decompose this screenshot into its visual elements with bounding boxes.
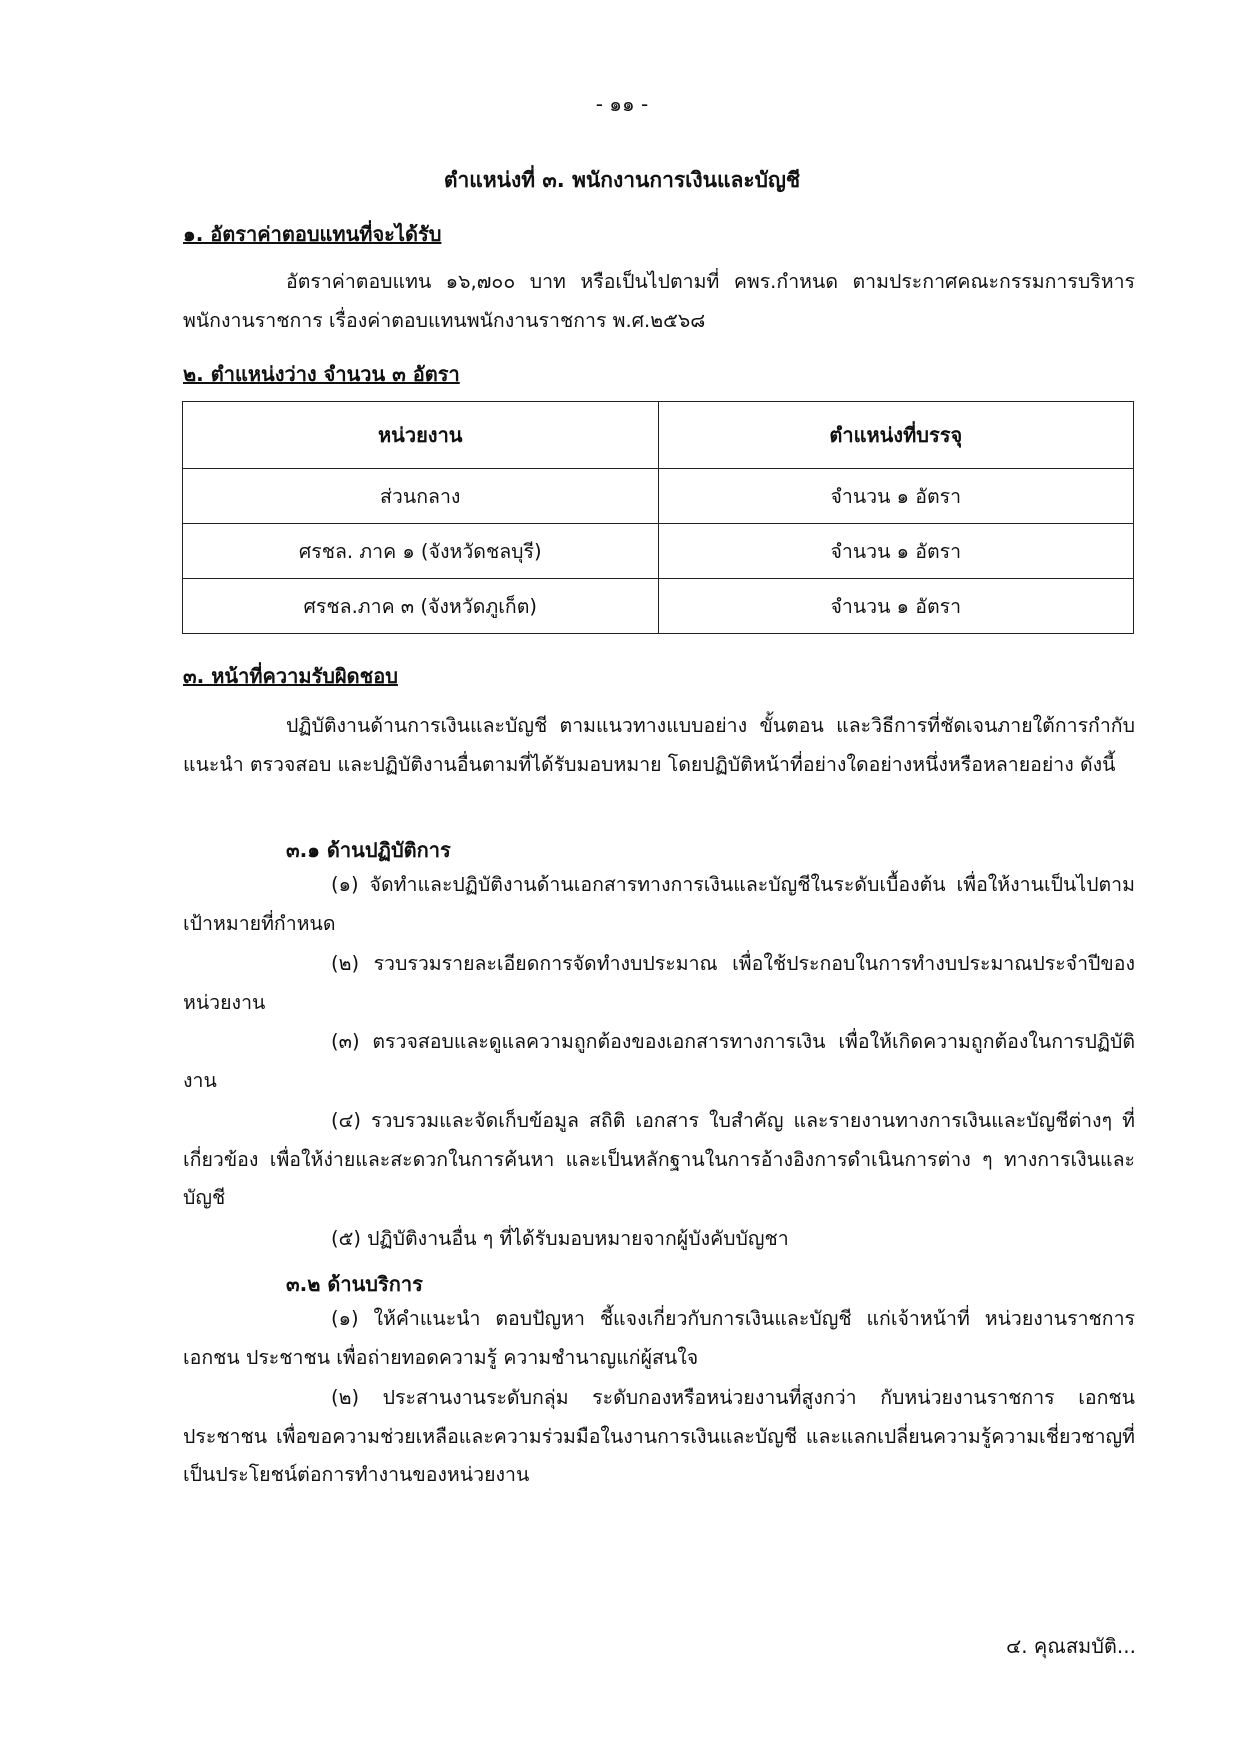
table-header-positions: ตำแหน่งที่บรรจุ [658, 402, 1134, 469]
section3-intro: ปฏิบัติงานด้านการเงินและบัญชี ตามแนวทางแบบอย่าง ขั้นตอน และวิธีการที่ชัดเจนภายใต้การกำกับ แนะนำ ตรวจสอบ และปฏิบัติงานอื่นตามที่ได้รับมอบหมาย โดยปฏิบัติหน้าที่อย่างใดอย่างหนึ่งหรือหลายอย่าง ดังนี้ [183, 714, 1135, 776]
operations-item-3: (๓) ตรวจสอบและดูแลความถูกต้องของเอกสารทางการเงิน เพื่อให้เกิดความถูกต้องในการปฏิบัติงาน [183, 1030, 1135, 1092]
section1-heading: ๑. อัตราค่าตอบแทนที่จะได้รับ [183, 222, 442, 246]
operations-item-4: (๔) รวบรวมและจัดเก็บข้อมูล สถิติ เอกสาร ใบสำคัญ และรายงานทางการเงินและบัญชีต่างๆ ที่เกี่ยวข้อง เพื่อให้ง่ายและสะดวกในการค้นหา และเป็นหลักฐานในการอ้างอิงการดำเนินการต่าง ๆ ทางการเงินและบัญชี [183, 1109, 1135, 1209]
table-row [183, 579, 1134, 634]
table-cell-positions: จำนวน ๑ อัตรา [658, 579, 1134, 634]
table-cell-positions: จำนวน ๑ อัตรา [658, 469, 1134, 524]
page-number: - ๑๑ - [595, 92, 649, 116]
services-item-2: (๒) ประสานงานระดับกลุ่ม ระดับกองหรือหน่วยงานที่สูงกว่า กับหน่วยงานราชการ เอกชน ประชาชน เพื่อขอความช่วยเหลือและความร่วมมือในงานการเงินและบัญชี และแลกเปลี่ยนความรู้ความเชี่ยวชาญที่เป็นประโยชน์ต่อการทำงานของหน่วยงาน [183, 1386, 1135, 1486]
table-cell-unit: ส่วนกลาง [183, 469, 659, 524]
operations-item-1: (๑) จัดทำและปฏิบัติงานด้านเอกสารทางการเงินและบัญชีในระดับเบื้องต้น เพื่อให้งานเป็นไปตามเป้าหมายที่กำหนด [183, 873, 1135, 935]
table-row [183, 469, 1134, 524]
section2-heading: ๒. ตำแหน่งว่าง จำนวน ๓ อัตรา [183, 362, 460, 386]
operations-item-5: (๕) ปฏิบัติงานอื่น ๆ ที่ได้รับมอบหมายจากผู้บังคับบัญชา [331, 1227, 789, 1250]
table-cell-positions: จำนวน ๑ อัตรา [658, 524, 1134, 579]
position-title: ตำแหน่งที่ ๓. พนักงานการเงินและบัญชี [443, 168, 801, 192]
section3-heading: ๓. หน้าที่ความรับผิดชอบ [183, 664, 398, 688]
table-cell-unit: ศรชล. ภาค ๑ (จังหวัดชลบุรี) [183, 524, 659, 579]
services-item-1: (๑) ให้คำแนะนำ ตอบปัญหา ชี้แจงเกี่ยวกับการเงินและบัญชี แก่เจ้าหน้าที่ หน่วยงานราชการ เอกชน ประชาชน เพื่อถ่ายทอดความรู้ ความชำนาญแก่ผู้สนใจ [183, 1307, 1135, 1369]
subsection-operations-heading: ๓.๑ ด้านปฏิบัติการ [286, 838, 451, 862]
table-header-unit: หน่วยงาน [183, 402, 659, 469]
next-section-continuation: ๔. คุณสมบัติ... [1006, 1634, 1136, 1658]
section1-text: อัตราค่าตอบแทน ๑๖,๗๐๐ บาท หรือเป็นไปตามที่ คพร.กำหนด ตามประกาศคณะกรรมการบริหารพนักงานราชการ เรื่องค่าตอบแทนพนักงานราชการ พ.ศ.๒๕๖๘ [183, 270, 1135, 332]
table-cell-unit: ศรชล.ภาค ๓ (จังหวัดภูเก็ต) [183, 579, 659, 634]
vacancy-table [182, 401, 1134, 634]
table-row [183, 524, 1134, 579]
table-header-row [183, 402, 1134, 469]
operations-item-2: (๒) รวบรวมรายละเอียดการจัดทำงบประมาณ เพื่อใช้ประกอบในการทำงบประมาณประจำปีของหน่วยงาน [183, 952, 1135, 1014]
subsection-services-heading: ๓.๒ ด้านบริการ [286, 1272, 423, 1296]
